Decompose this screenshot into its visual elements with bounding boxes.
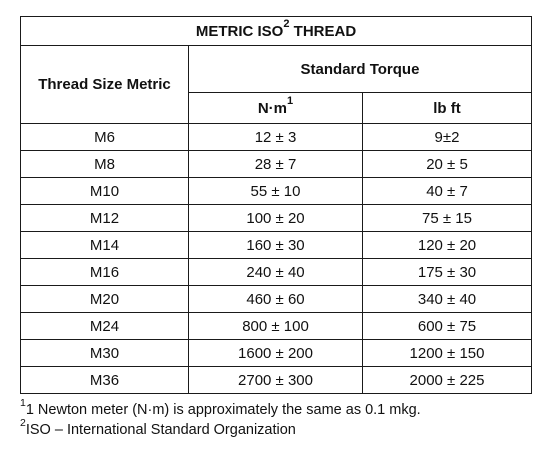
thread-size-cell: M10 (21, 178, 189, 205)
header-row-1 (21, 46, 532, 93)
table-row (21, 259, 532, 286)
torque-nm-cell: 28 ± 7 (189, 151, 363, 178)
torque-nm-cell: 160 ± 30 (189, 232, 363, 259)
thread-size-cell: M30 (21, 340, 189, 367)
thread-size-cell: M16 (21, 259, 189, 286)
nm-header-text: N·m (257, 99, 288, 117)
torque-nm-cell: 12 ± 3 (189, 124, 363, 151)
torque-lbft-cell: 2000 ± 225 (363, 367, 532, 394)
metric-iso-thread-torque-table (20, 16, 532, 394)
footnote-2-marker: 2 (20, 417, 26, 430)
torque-nm-cell: 2700 ± 300 (189, 367, 363, 394)
footnotes (20, 397, 525, 440)
footnote-1-text: 1 Newton meter (N·m) is approximately the same as 0.1 mkg. (25, 402, 421, 418)
torque-nm-cell: 460 ± 60 (189, 286, 363, 313)
table-title-row (21, 17, 532, 46)
thread-size-cell: M6 (21, 124, 189, 151)
table-row (21, 178, 532, 205)
torque-nm-cell: 240 ± 40 (189, 259, 363, 286)
torque-nm-cell: 100 ± 20 (189, 205, 363, 232)
torque-lbft-cell: 600 ± 75 (363, 313, 532, 340)
torque-lbft-cell: 1200 ± 150 (363, 340, 532, 367)
torque-nm-cell: 55 ± 10 (189, 178, 363, 205)
torque-nm-cell: 800 ± 100 (189, 313, 363, 340)
thread-size-cell: M12 (21, 205, 189, 232)
table-row (21, 205, 532, 232)
table-row (21, 340, 532, 367)
lbft-column-header: lb ft (363, 93, 532, 124)
standard-torque-header: Standard Torque (189, 46, 532, 93)
table-row (21, 232, 532, 259)
thread-size-cell: M20 (21, 286, 189, 313)
table-title (21, 17, 532, 46)
footnote-2-text: ISO – International Standard Organization (25, 422, 296, 438)
thread-size-cell: M24 (21, 313, 189, 340)
nm-column-header (189, 93, 363, 124)
table-title-text: METRIC ISO (195, 22, 284, 40)
table-title-suffix: THREAD (289, 22, 357, 40)
torque-lbft-cell: 40 ± 7 (363, 178, 532, 205)
footnote-1 (20, 397, 525, 420)
thread-size-cell: M36 (21, 367, 189, 394)
torque-lbft-cell: 9±2 (363, 124, 532, 151)
torque-nm-cell: 1600 ± 200 (189, 340, 363, 367)
table-title-footnote-marker: 2 (283, 17, 290, 30)
torque-lbft-cell: 340 ± 40 (363, 286, 532, 313)
table-row (21, 286, 532, 313)
torque-lbft-cell: 120 ± 20 (363, 232, 532, 259)
footnote-2 (20, 417, 525, 440)
table-row (21, 151, 532, 178)
table-row (21, 313, 532, 340)
torque-lbft-cell: 175 ± 30 (363, 259, 532, 286)
thread-size-cell: M14 (21, 232, 189, 259)
table-row (21, 367, 532, 394)
thread-size-cell: M8 (21, 151, 189, 178)
nm-header-footnote-marker: 1 (287, 94, 294, 107)
table-row (21, 124, 532, 151)
torque-lbft-cell: 75 ± 15 (363, 205, 532, 232)
footnote-1-marker: 1 (20, 397, 26, 410)
thread-size-header: Thread Size Metric (21, 46, 189, 124)
torque-lbft-cell: 20 ± 5 (363, 151, 532, 178)
